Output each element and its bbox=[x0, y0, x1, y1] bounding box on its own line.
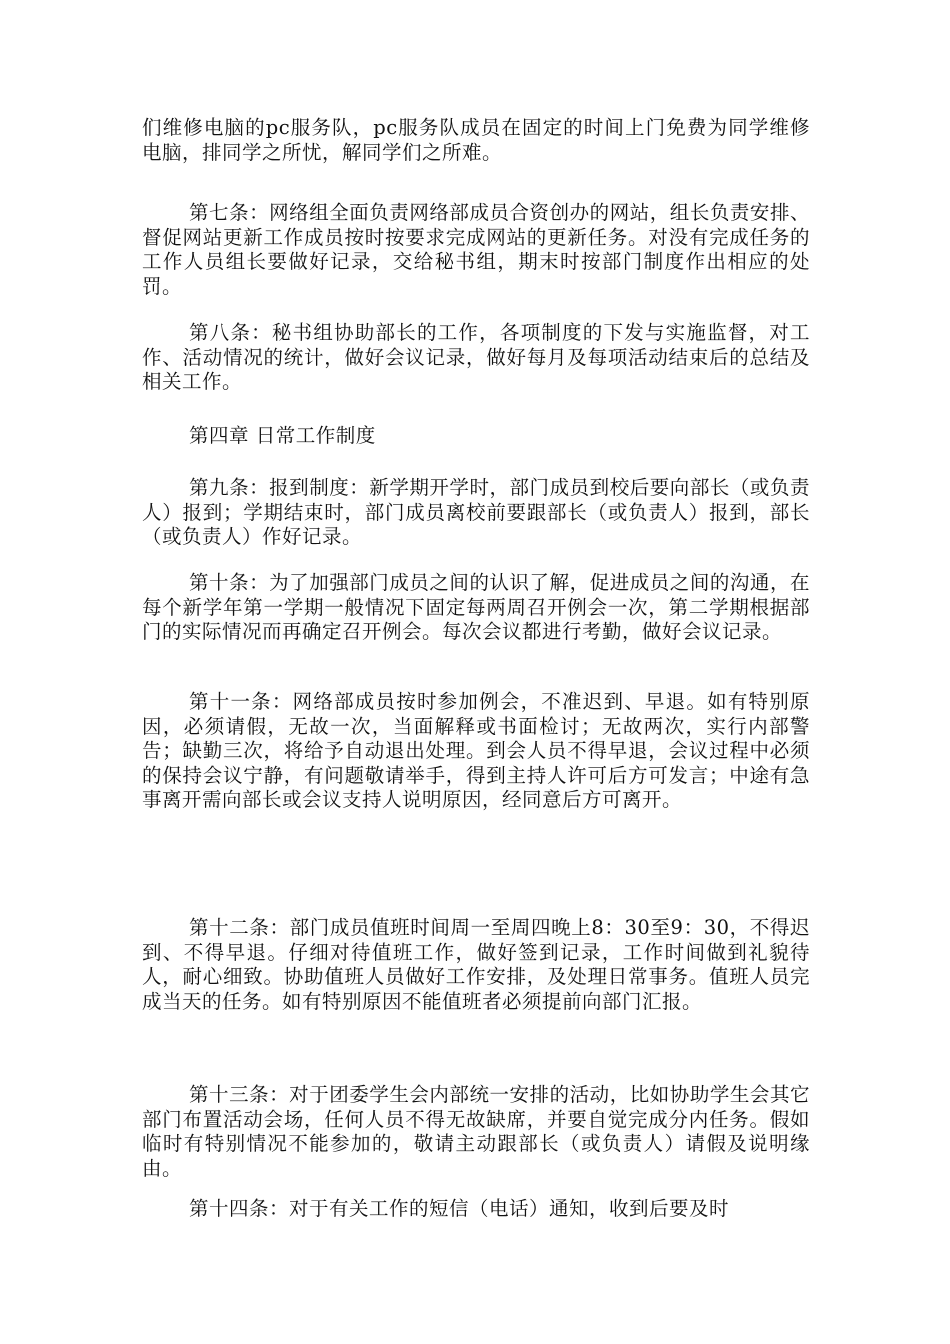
paragraph-article-11: 第十一条：网络部成员按时参加例会，不准迟到、早退。如有特别原因，必须请假，无故一次，当面解释或书面检讨；无故两次，实行内部警告；缺勤三次，将给予自动退出处理。到会人员不得早退，会议过程中必须的保持会议宁静，有问题敬请举手，得到主持人许可后方可发言；中途有急事离开需向部长或会议支持人说明原因，经同意后方可离开。 bbox=[142, 690, 810, 811]
paragraph-article-10: 第十条：为了加强部门成员之间的认识了解，促进成员之间的沟通，在每个新学年第一学期一般情况下固定每两周召开例会一次，第二学期根据部门的实际情况而再确定召开例会。每次会议都进行考勤，做好会议记录。 bbox=[142, 571, 810, 643]
paragraph-article-12: 第十二条：部门成员值班时间周一至周四晚上8：30至9：30，不得迟到、不得早退。仔细对待值班工作，做好签到记录，工作时间做到礼貌待人，耐心细致。协助值班人员做好工作安排，及处理日常事务。值班人员完成当天的任务。如有特别原因不能值班者必须提前向部门汇报。 bbox=[142, 916, 810, 1013]
paragraph-continuation: 们维修电脑的pc服务队，pc服务队成员在固定的时间上门免费为同学维修电脑，排同学之所忧，解同学们之所难。 bbox=[142, 116, 810, 164]
paragraph-article-14: 第十四条：对于有关工作的短信（电话）通知，收到后要及时 bbox=[189, 1197, 730, 1220]
paragraph-article-13: 第十三条：对于团委学生会内部统一安排的活动，比如协助学生会其它部门布置活动会场，任何人员不得无故缺席，并要自觉完成分内任务。假如临时有特别情况不能参加的，敬请主动跟部长（或负责人）请假及说明缘由。 bbox=[142, 1083, 810, 1180]
chapter-heading: 第四章 日常工作制度 bbox=[189, 424, 376, 447]
paragraph-article-7: 第七条：网络组全面负责网络部成员合资创办的网站，组长负责安排、督促网站更新工作成员按时按要求完成网站的更新任务。对没有完成任务的工作人员组长要做好记录，交给秘书组，期末时按部门制度作出相应的处罚。 bbox=[142, 201, 810, 298]
paragraph-article-8: 第八条：秘书组协助部长的工作，各项制度的下发与实施监督，对工作、活动情况的统计，做好会议记录，做好每月及每项活动结束后的总结及相关工作。 bbox=[142, 321, 810, 393]
paragraph-article-9: 第九条：报到制度：新学期开学时，部门成员到校后要向部长（或负责人）报到；学期结束时，部门成员离校前要跟部长（或负责人）报到，部长（或负责人）作好记录。 bbox=[142, 476, 810, 548]
